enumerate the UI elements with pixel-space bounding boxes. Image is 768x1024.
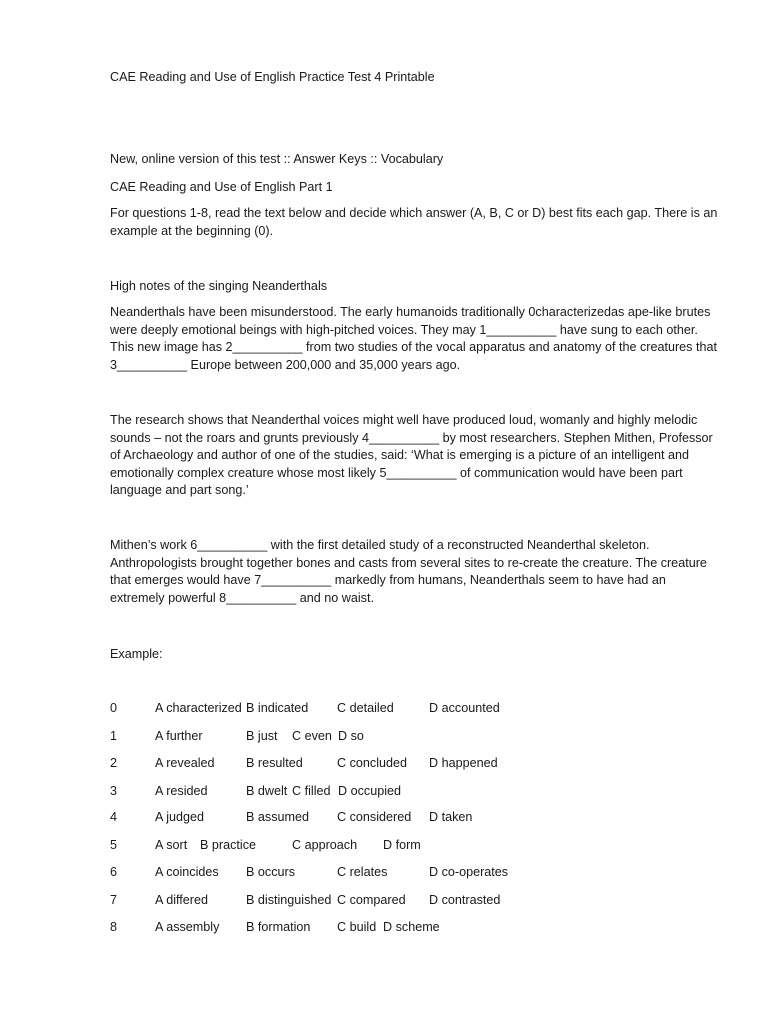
option-row xyxy=(110,836,710,854)
paragraph-1 xyxy=(110,304,718,374)
option-c: C concluded xyxy=(337,756,408,770)
option-d: D so xyxy=(338,729,364,743)
option-a: A revealed xyxy=(155,756,215,770)
option-a: A resided xyxy=(155,784,208,798)
option-d: D accounted xyxy=(429,701,500,715)
question-number: 0 xyxy=(110,701,118,715)
option-b: B practice xyxy=(200,838,256,852)
option-row xyxy=(110,918,710,936)
question-number: 2 xyxy=(110,756,118,770)
question-number: 4 xyxy=(110,810,118,824)
option-c: C filled xyxy=(292,784,331,798)
option-b: B dwelt xyxy=(246,784,288,798)
question-number: 8 xyxy=(110,920,118,934)
paragraph-3-text: Mithen’s work 6__________ with the first detailed study of a reconstructed Neanderthal skeleton. Anthropologists brought together bones and casts from several sites to re-create the creature. The creature that emerges would have 7__________ markedly from humans, Neanderthals seem to have had an extremely powerful 8__________ and no waist. xyxy=(110,538,707,605)
option-c: C approach xyxy=(292,838,358,852)
option-c: C build xyxy=(337,920,377,934)
question-number: 3 xyxy=(110,784,118,798)
option-b: B distinguished xyxy=(246,893,332,907)
text-title: High notes of the singing Neanderthals xyxy=(110,279,328,293)
option-b: B indicated xyxy=(246,701,309,715)
question-number: 1 xyxy=(110,729,118,743)
question-number: 6 xyxy=(110,865,118,879)
option-c: C compared xyxy=(337,893,406,907)
links-line: New, online version of this test :: Answer Keys :: Vocabulary xyxy=(110,152,444,166)
option-d: D occupied xyxy=(338,784,402,798)
option-d: D happened xyxy=(429,756,498,770)
paragraph-2-text: The research shows that Neanderthal voices might well have produced loud, womanly and highly melodic sounds – not the roars and grunts previously 4__________ by most researchers. Stephen Mithen, Professor of Archaeology and author of one of the studies, said: ‘What is emerging is a picture of an intelligent and emotionally complex creature whose most likely 5__________ of communication would have been part language and part song.’ xyxy=(110,413,713,498)
option-d: D co-operates xyxy=(429,865,509,879)
option-b: B resulted xyxy=(246,756,303,770)
option-a: A sort xyxy=(155,838,188,852)
question-number: 5 xyxy=(110,838,118,852)
option-c: C detailed xyxy=(337,701,394,715)
instructions xyxy=(110,205,718,240)
option-row xyxy=(110,863,710,881)
option-row xyxy=(110,891,710,909)
option-row xyxy=(110,808,710,826)
document-title: CAE Reading and Use of English Practice Test 4 Printable xyxy=(110,70,435,84)
option-row xyxy=(110,754,710,772)
option-a: A characterized xyxy=(155,701,242,715)
option-c: C even xyxy=(292,729,332,743)
option-a: A assembly xyxy=(155,920,220,934)
option-row xyxy=(110,727,710,745)
option-d: D form xyxy=(383,838,421,852)
option-c: C relates xyxy=(337,865,388,879)
paragraph-3 xyxy=(110,537,718,607)
option-d: D taken xyxy=(429,810,473,824)
option-a: A coincides xyxy=(155,865,219,879)
option-b: B assumed xyxy=(246,810,309,824)
option-b: B formation xyxy=(246,920,311,934)
example-label: Example: xyxy=(110,647,163,661)
question-number: 7 xyxy=(110,893,118,907)
option-row xyxy=(110,699,710,717)
paragraph-1-text: Neanderthals have been misunderstood. The early humanoids traditionally 0characterizedas ape-like brutes were deeply emotional beings with high-pitched voices. They may 1__________ have sung to each other. This new image has 2__________ from two studies of the vocal apparatus and anatomy of the creatures that 3__________ Europe between 200,000 and 35,000 years ago. xyxy=(110,305,717,372)
option-d: D contrasted xyxy=(429,893,501,907)
part-heading: CAE Reading and Use of English Part 1 xyxy=(110,180,333,194)
option-row xyxy=(110,782,710,800)
option-a: A judged xyxy=(155,810,205,824)
option-a: A further xyxy=(155,729,203,743)
option-a: A differed xyxy=(155,893,208,907)
option-b: B just xyxy=(246,729,278,743)
option-c: C considered xyxy=(337,810,412,824)
option-d: D scheme xyxy=(383,920,440,934)
instructions-text: For questions 1-8, read the text below and decide which answer (A, B, C or D) best fits each gap. There is an example at the beginning (0). xyxy=(110,206,718,238)
option-b: B occurs xyxy=(246,865,295,879)
paragraph-2 xyxy=(110,412,718,500)
